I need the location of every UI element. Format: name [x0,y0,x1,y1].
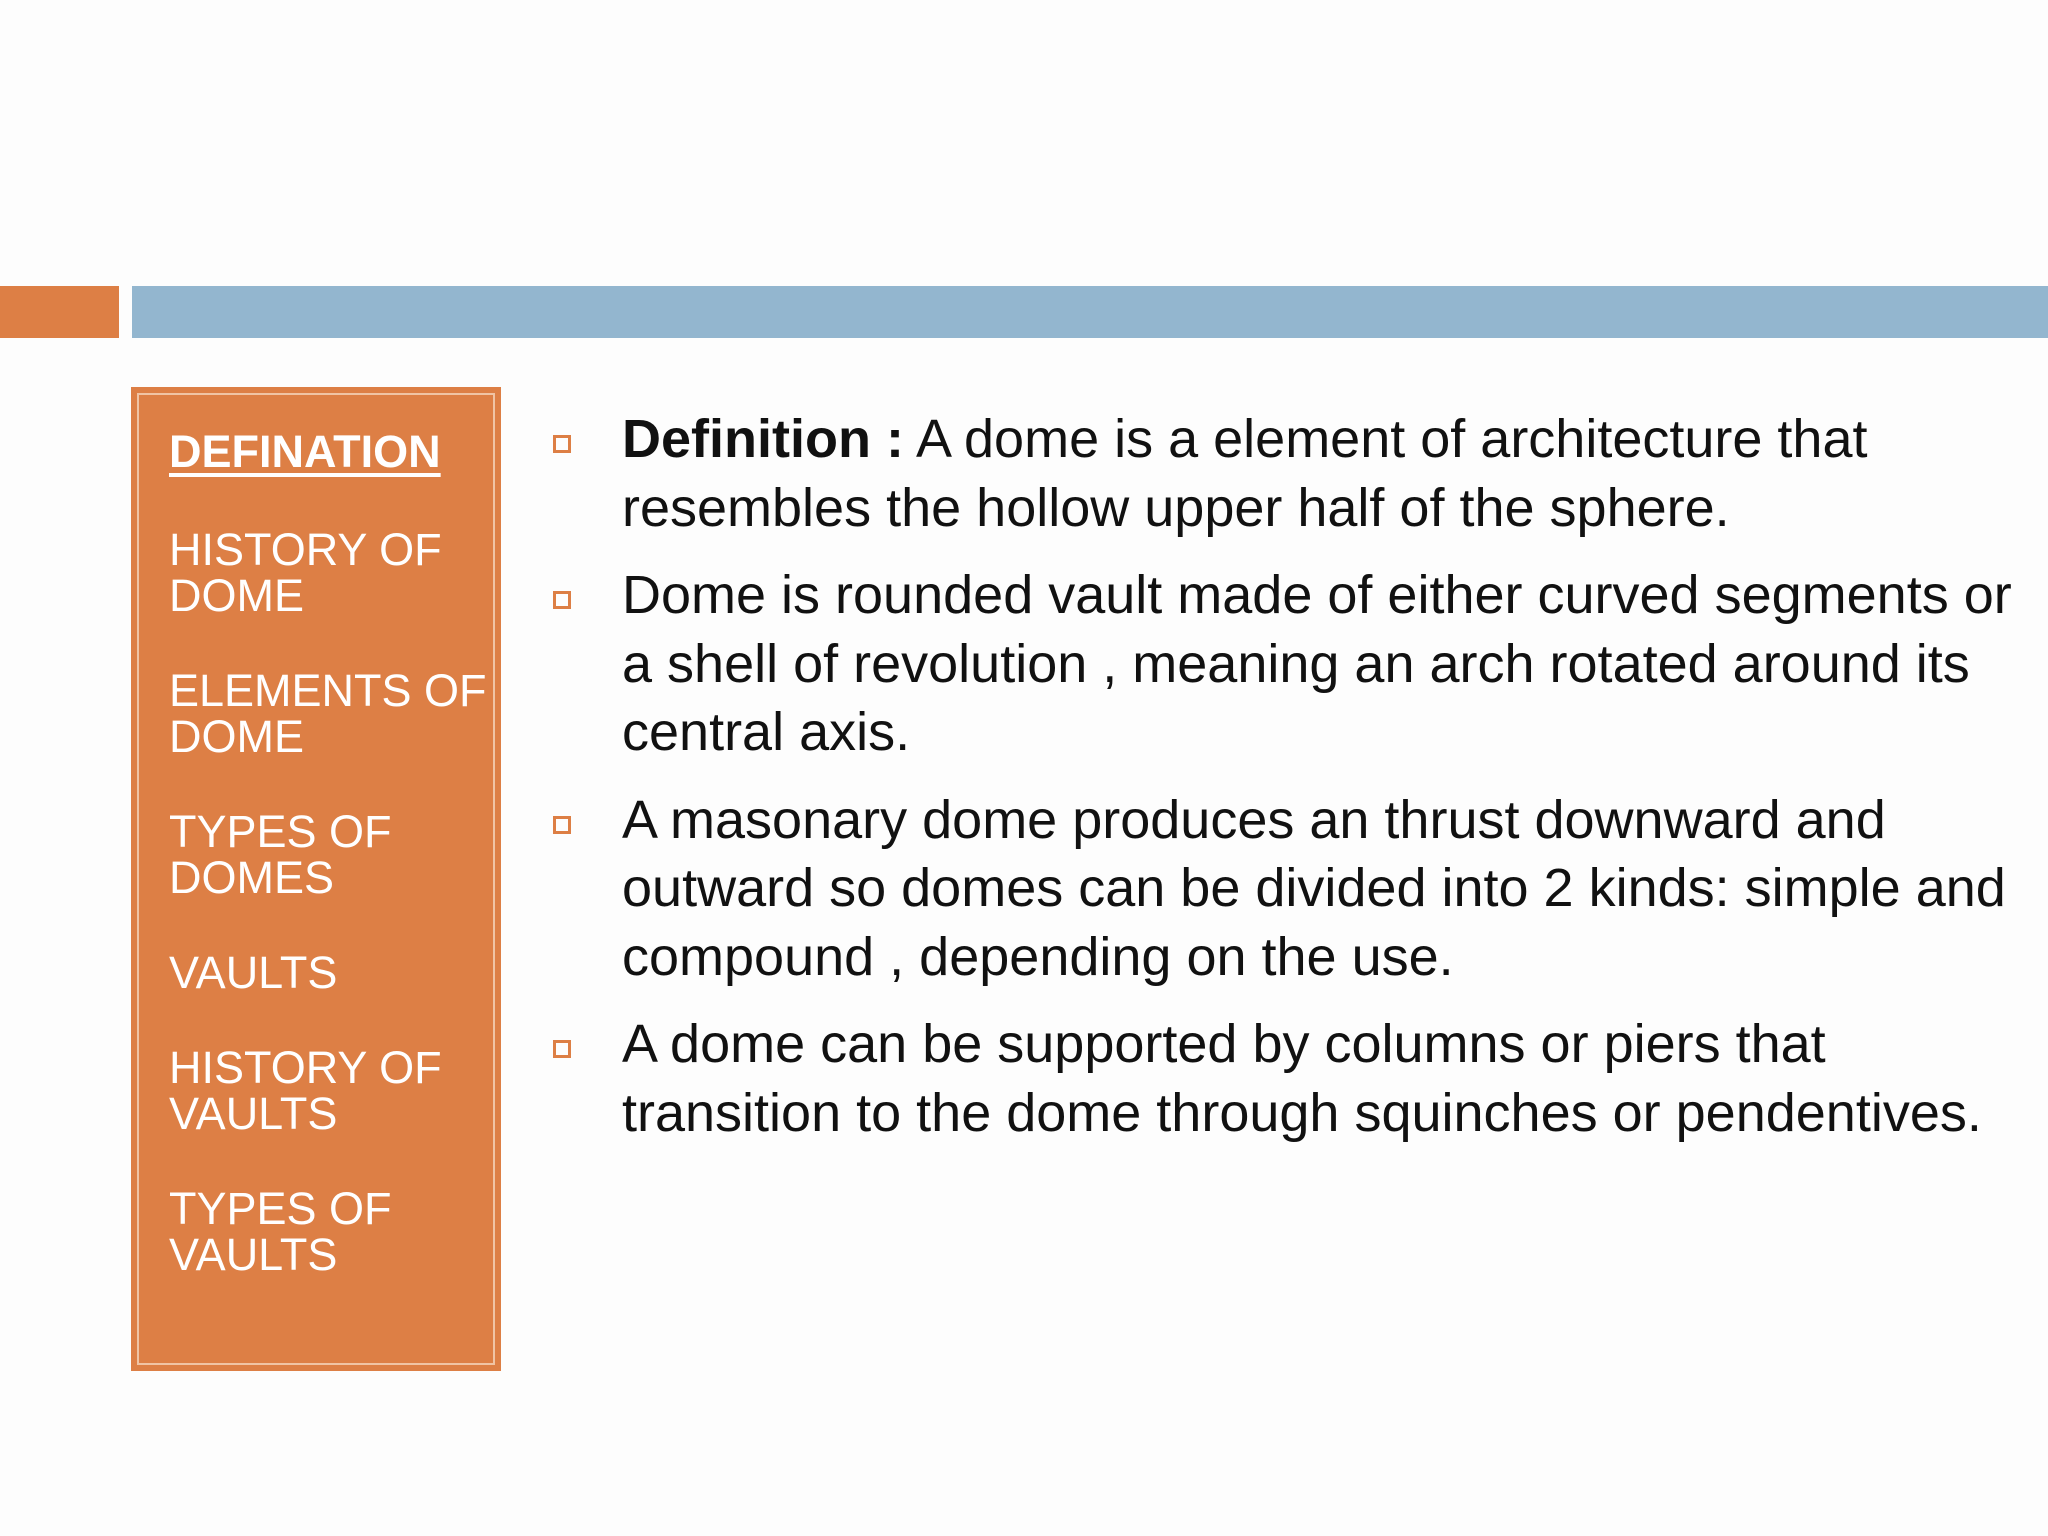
bullet-text: A dome can be supported by columns or piers that transition to the dome through squinches or pendentives. [622,1014,1982,1143]
bullet-text: Dome is rounded vault made of either curved segments or a shell of revolution , meaning an arch rotated around its central axis. [622,565,2012,762]
sidebar-item-types-of-domes[interactable]: TYPES OF DOMES [169,806,392,903]
bullet-list [540,405,2020,1147]
sidebar-item-defination[interactable]: DEFINATION [169,426,441,477]
header-accent-blue [132,286,2048,338]
bullet-lead: Definition : [622,409,904,469]
bullet-item-masonary-dome [540,786,2020,992]
hollow-square-bullet-icon [553,1040,571,1058]
bullet-text: A masonary dome produces an thrust downward and outward so domes can be divided into 2 kinds: simple and compound , depending on the use. [622,789,2006,987]
hollow-square-bullet-icon [553,435,571,453]
sidebar-item-history-of-dome[interactable]: HISTORY OF DOME [169,524,442,621]
slide-content [540,405,2020,1166]
hollow-square-bullet-icon [553,816,571,834]
sidebar-item-elements-of-dome[interactable]: ELEMENTS OF DOME [169,665,487,762]
topic-sidebar [131,387,501,1371]
header-accent-orange [0,286,119,338]
hollow-square-bullet-icon [553,591,571,609]
bullet-item-definition [540,405,2020,542]
sidebar-item-types-of-vaults[interactable]: TYPES OF VAULTS [169,1183,392,1280]
topic-list [169,426,489,1327]
bullet-item-rounded-vault [540,561,2020,767]
sidebar-item-history-of-vaults[interactable]: HISTORY OF VAULTS [169,1042,442,1139]
bullet-item-dome-support [540,1010,2020,1147]
sidebar-item-vaults[interactable]: VAULTS [169,947,338,998]
bullet-text: A dome is a element of architecture that resembles the hollow upper half of the sphere. [622,409,1868,538]
